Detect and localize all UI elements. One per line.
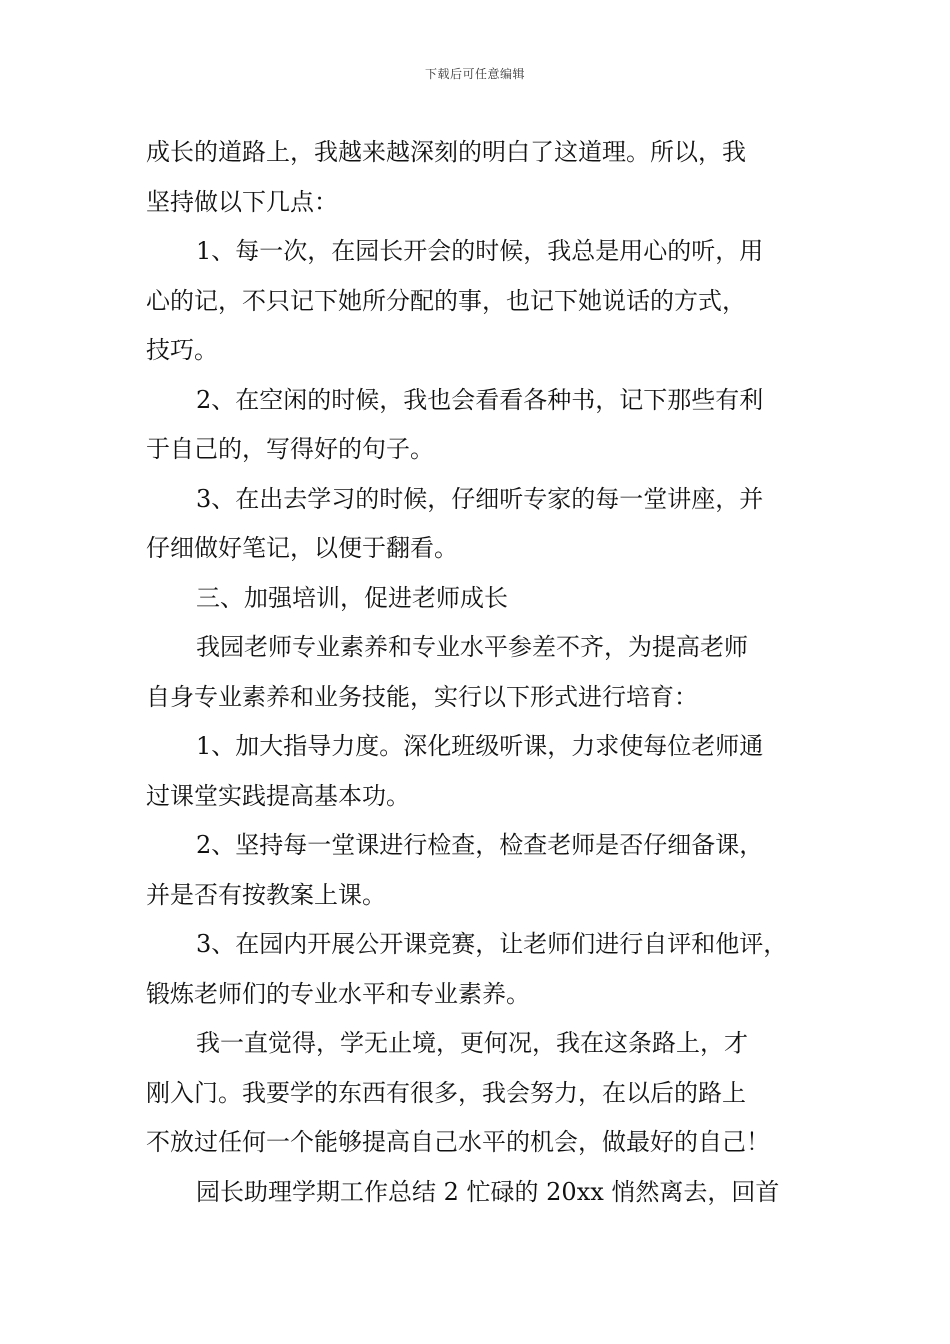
text-line: 刚入门。我要学的东西有很多，我会努力，在以后的路上 bbox=[146, 1078, 746, 1107]
text-line: 仔细做好笔记，以便于翻看。 bbox=[146, 534, 458, 562]
text-line: 坚持做以下几点： bbox=[146, 187, 338, 216]
text-line: 心的记，不只记下她所分配的事，也记下她说话的方式， bbox=[146, 286, 746, 315]
text-line: 并是否有按教案上课。 bbox=[146, 880, 386, 909]
list-item: 3、在出去学习的时候，仔细听专家的每一堂讲座，并 bbox=[196, 484, 764, 513]
paragraph-start: 园长助理学期工作总结 2 忙碌的 20xx 悄然离去，回首 bbox=[196, 1177, 780, 1206]
text-line: 于自己的，写得好的句子。 bbox=[146, 435, 434, 463]
text-line: 过课堂实践提高基本功。 bbox=[146, 781, 410, 810]
list-item: 3、在园内开展公开课竞赛，让老师们进行自评和他评， bbox=[196, 930, 788, 958]
document-body bbox=[146, 128, 811, 1217]
text-line: 锻炼老师们的专业水平和专业素养。 bbox=[146, 979, 530, 1008]
list-item: 1、每一次，在园长开会的时候，我总是用心的听，用 bbox=[196, 237, 764, 265]
text-line: 不放过任何一个能够提高自己水平的机会，做最好的自己！ bbox=[146, 1128, 770, 1156]
paragraph-start: 我园老师专业素养和专业水平参差不齐，为提高老师 bbox=[196, 633, 748, 661]
text-line: 成长的道路上，我越来越深刻的明白了这道理。所以，我 bbox=[146, 138, 746, 166]
list-item: 2、在空闲的时候，我也会看看各种书，记下那些有利 bbox=[196, 385, 764, 414]
list-item: 1、加大指导力度。深化班级听课，力求使每位老师通 bbox=[196, 732, 764, 760]
text-line: 技巧。 bbox=[146, 336, 218, 364]
list-item: 2、坚持每一堂课进行检查，检查老师是否仔细备课， bbox=[196, 831, 764, 859]
section-heading: 三、加强培训，促进老师成长 bbox=[196, 583, 508, 612]
page-header: 下载后可任意编辑 bbox=[424, 67, 525, 81]
paragraph-start: 我一直觉得，学无止境，更何况，我在这条路上，才 bbox=[196, 1029, 748, 1057]
text-line: 自身专业素养和业务技能，实行以下形式进行培育： bbox=[146, 682, 698, 711]
